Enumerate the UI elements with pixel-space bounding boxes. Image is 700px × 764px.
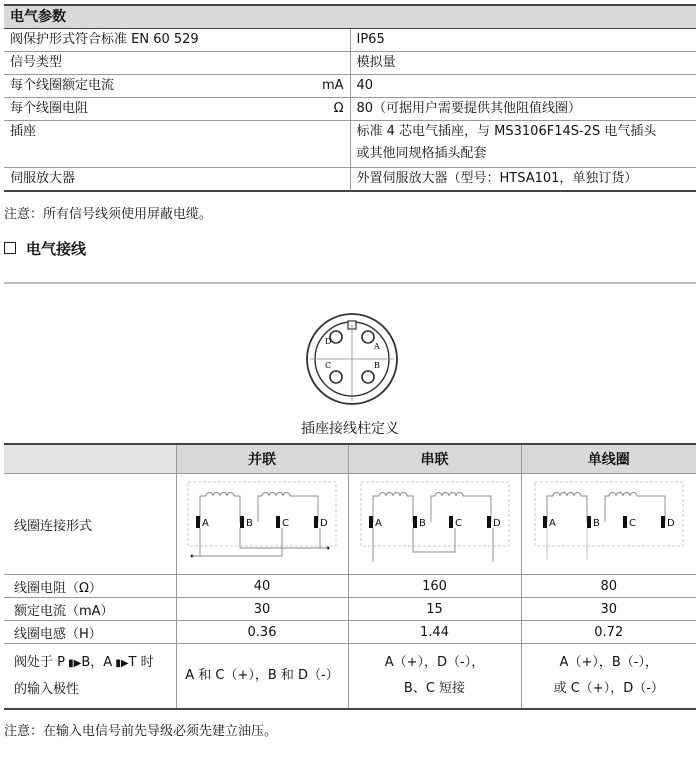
param-row (4, 121, 696, 168)
coil-2-winding (435, 493, 463, 497)
params-note: 注意：所有信号线须使用屏蔽电缆。 (4, 207, 213, 222)
parallel-polarity: A 和 C（+），B 和 D（-） (176, 644, 348, 710)
rated-current-row (4, 598, 696, 621)
row-label: 额定电流（mA） (4, 598, 176, 621)
connector-pin-diagram (304, 311, 400, 407)
series-wiring-cell (348, 474, 521, 575)
coil-enclosure (535, 482, 683, 546)
pin-b (362, 371, 374, 383)
terminal-b-block (240, 516, 244, 528)
parallel-jumpers (200, 528, 320, 556)
cell-value: 30 (521, 598, 696, 621)
terminal-c-block (449, 516, 453, 528)
param-unit: Ω (333, 101, 344, 116)
terminal-label-b: B (418, 518, 426, 529)
coil-enclosure (361, 482, 509, 546)
terminal-a-block (543, 516, 547, 528)
cell-value: 15 (348, 598, 521, 621)
parallel-leads (192, 548, 328, 556)
flow-arrow-icon: ▮▶ (112, 657, 129, 669)
wiring-table (4, 443, 696, 710)
coil-2-winding (262, 493, 290, 497)
param-value (350, 121, 696, 168)
param-row (4, 75, 696, 98)
pin-label-d: D (325, 337, 332, 346)
input-polarity-row (4, 644, 696, 710)
coil-2-winding (609, 493, 637, 497)
cell-value: 30 (176, 598, 348, 621)
pin-a (362, 331, 374, 343)
param-label: 信号类型 (10, 55, 63, 70)
terminal-label-c: C (628, 518, 636, 529)
pin-label-a: A (374, 342, 380, 351)
param-label: 每个线圈电阻 (10, 101, 89, 116)
param-row (4, 98, 696, 121)
coil-enclosure (188, 482, 336, 546)
wiring-diagram-row (4, 474, 696, 575)
terminal-label-c: C (282, 518, 289, 529)
cell-value: 1.44 (348, 621, 521, 644)
row-label: 线圈电阻（Ω） (4, 575, 176, 598)
terminal-label-d: D (320, 518, 328, 529)
terminal-b-block (413, 516, 417, 528)
terminal-a-block (196, 516, 200, 528)
param-value: IP65 (350, 29, 696, 52)
param-value: 模拟量 (350, 52, 696, 75)
coil-resistance-row (4, 575, 696, 598)
param-row (4, 52, 696, 75)
single-coil-leads (547, 528, 587, 560)
params-header: 电气参数 (4, 5, 696, 29)
terminal-c-block (276, 516, 280, 528)
terminal-d-block (314, 516, 318, 528)
single-coil-wiring-diagram (529, 474, 689, 570)
wiring-header-blank (4, 444, 176, 474)
terminal-label-b: B (592, 518, 600, 529)
parallel-wiring-diagram (182, 474, 342, 570)
pin-label-c: C (325, 361, 332, 370)
header-parallel: 并联 (176, 444, 348, 474)
cell-value: 160 (348, 575, 521, 598)
terminal-label-a: A (548, 518, 556, 529)
param-label: 伺服放大器 (10, 171, 76, 186)
terminal-label-c: C (454, 518, 462, 529)
param-label: 每个线圈额定电流 (10, 78, 115, 93)
pin-c (330, 371, 342, 383)
coil-1-winding (379, 493, 407, 497)
series-wiring-diagram (355, 474, 515, 570)
wiring-header-row (4, 444, 696, 474)
cell-value: 80 (521, 575, 696, 598)
polarity-row-label: 阀处于 P ▮▶B，A ▮▶T 时 的输入极性 (4, 644, 176, 710)
terminal-b-block (587, 516, 591, 528)
wiring-note: 注意：在输入电信号前先导级必须先建立油压。 (4, 724, 278, 739)
header-single-coil: 单线圈 (521, 444, 696, 474)
diagram-row-label: 线圈连接形式 (4, 474, 176, 575)
terminal-label-d: D (492, 518, 501, 529)
section-heading (4, 238, 86, 259)
terminal-c-block (623, 516, 627, 528)
cell-value: 0.72 (521, 621, 696, 644)
flow-arrow-icon: ▮▶ (64, 657, 82, 669)
terminal-label-b: B (246, 518, 253, 529)
param-value: 外置伺服放大器（型号：HTSA101，单独订货） (350, 168, 696, 192)
param-value-line1: 标准 4 芯电气插座，与 MS3106F14S-2S 电气插头 (356, 124, 657, 139)
terminal-label-a: A (374, 518, 382, 529)
param-value: 40 (350, 75, 696, 98)
param-row (4, 29, 696, 52)
divider (4, 282, 696, 284)
checkbox-square-icon (4, 242, 16, 254)
pin-d (330, 331, 342, 343)
row-label: 线圈电感（H） (4, 621, 176, 644)
param-value: 80（可据用户需要提供其他阻值线圈） (350, 98, 696, 121)
param-row (4, 168, 696, 192)
terminal-d-block (487, 516, 491, 528)
parallel-wiring-cell (176, 474, 348, 575)
cell-value: 40 (176, 575, 348, 598)
header-series: 串联 (348, 444, 521, 474)
cell-value: 0.36 (176, 621, 348, 644)
connector-caption: 插座接线柱定义 (301, 421, 399, 437)
series-leads (373, 528, 493, 562)
param-unit: mA (321, 78, 344, 93)
coil-1-winding (553, 493, 581, 497)
terminal-d-block (661, 516, 665, 528)
series-polarity: A（+），D（-）， B、C 短接 (348, 644, 521, 710)
coil-1-winding (206, 493, 234, 497)
series-jumper (413, 528, 455, 552)
terminal-a-block (369, 516, 373, 528)
single-coil-polarity: A（+），B（-）， 或 C（+），D（-） (521, 644, 696, 710)
terminal-label-d: D (666, 518, 675, 529)
terminal-label-a: A (202, 518, 209, 529)
section-title: 电气接线 (26, 240, 87, 258)
param-value-line2: 或其他同规格插头配套 (356, 146, 487, 161)
coil-inductance-row (4, 621, 696, 644)
param-label: 阀保护形式符合标准 EN 60 529 (10, 32, 199, 47)
pin-label-b: B (374, 361, 380, 370)
param-label: 插座 (10, 124, 37, 139)
single-coil-wiring-cell (521, 474, 696, 575)
electrical-params-table (4, 4, 696, 192)
